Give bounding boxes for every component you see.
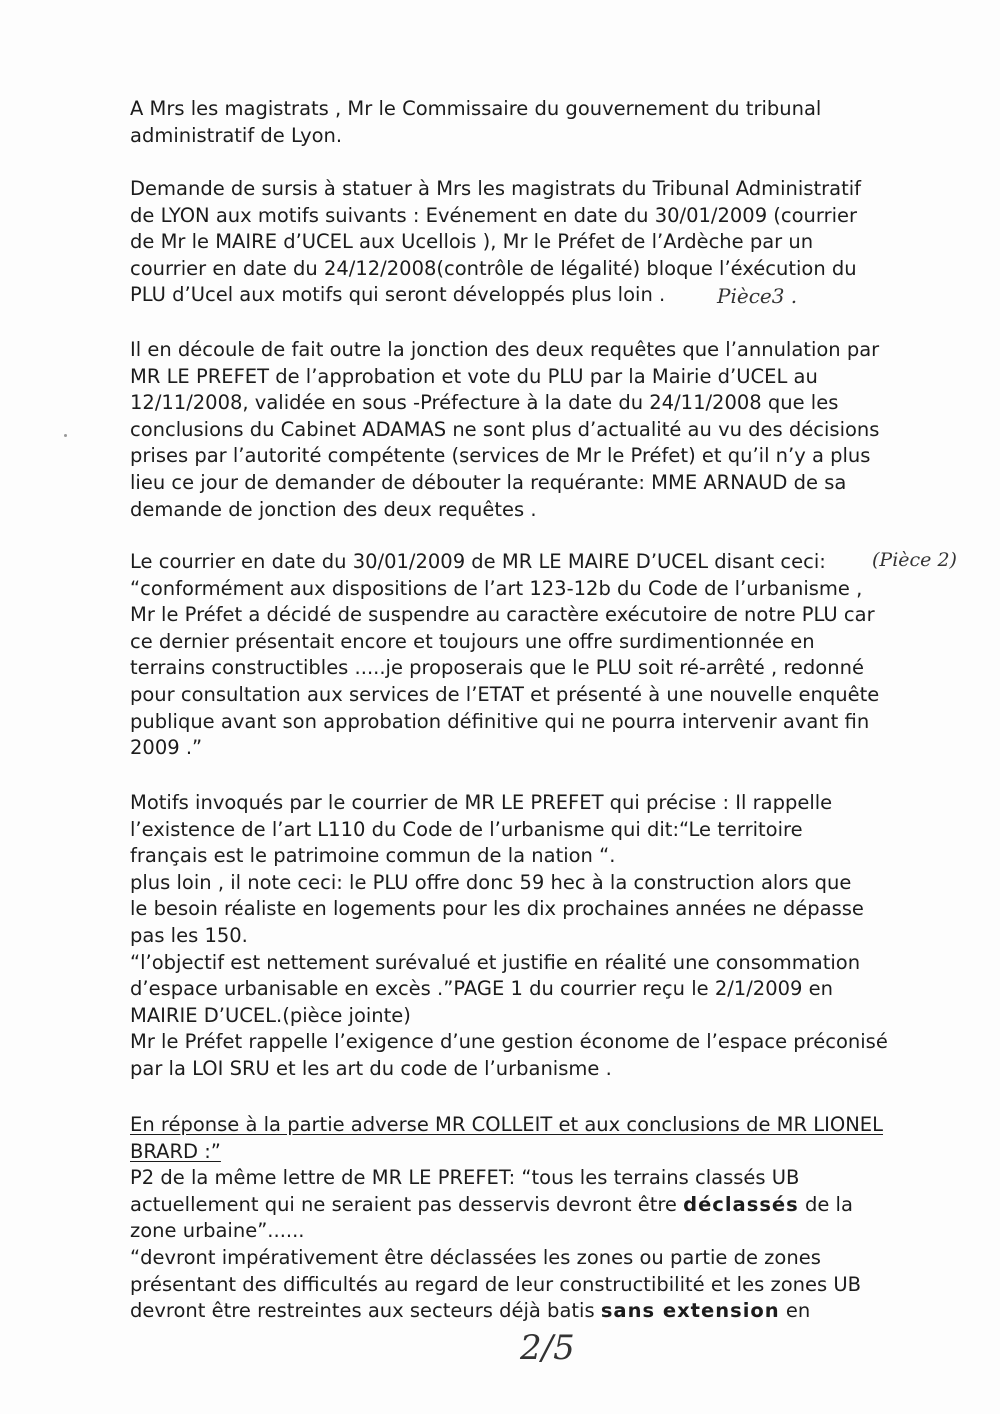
text-fragment: actuellement qui ne seraient pas desservis devront être (130, 1192, 684, 1216)
text-fragment: de la (798, 1192, 853, 1216)
text-line: zone urbaine”...... (130, 1219, 305, 1243)
text-line: d’espace urbanisable en excès .”PAGE 1 du courrier reçu le 2/1/2009 en (130, 977, 833, 1001)
text-line: conclusions du Cabinet ADAMAS ne sont plus d’actualité au vu des décisions (130, 417, 880, 441)
text-line (130, 1298, 930, 1325)
text-line: par la LOI SRU et les art du code de l’urbanisme . (130, 1056, 612, 1080)
text-line: l’existence de l’art L110 du Code de l’urbanisme qui dit:“Le territoire (130, 817, 803, 841)
text-line: Motifs invoqués par le courrier de MR LE PREFET qui précise : Il rappelle (130, 791, 833, 814)
handwritten-piece3-note: Pièce3 . (717, 284, 798, 308)
handwritten-page-number: 2/5 (520, 1328, 575, 1368)
text-line: Le courrier en date du 30/01/2009 de MR LE MAIRE D’UCEL disant ceci: (130, 550, 826, 573)
text-line: français est le patrimoine commun de la nation “. (130, 844, 616, 868)
text-line: courrier en date du 24/12/2008(contrôle de légalité) bloque l’éxécution du (130, 256, 857, 280)
emphasized-word: sans extension (600, 1299, 780, 1323)
text-line: pour consultation aux services de l’ETAT et présenté à une nouvelle enquête (130, 682, 880, 706)
text-line: Demande de sursis à statuer à Mrs les magistrats du Tribunal Administratif (130, 177, 862, 200)
text-line: demande de jonction des deux requêtes . (130, 497, 537, 521)
text-line: publique avant son approbation définitive qui ne pourra intervenir avant fin (130, 709, 870, 733)
response-heading-line: En réponse à la partie adverse MR COLLEIT et aux conclusions de MR LIONEL (130, 1113, 883, 1136)
text-line: Mr le Préfet rappelle l’exigence d’une gestion économe de l’espace préconisé (130, 1030, 888, 1054)
text-line: lieu ce jour de demander de débouter la requérante: MME ARNAUD de sa (130, 470, 847, 494)
text-line: présentant des difficultés au regard de leur constructibilité et les zones UB (130, 1272, 861, 1296)
mayor-letter-paragraph (130, 549, 930, 762)
text-line: ce dernier présentait encore et toujours une offre surdimentionnée en (130, 629, 815, 653)
text-line: A Mrs les magistrats , Mr le Commissaire du gouvernement du tribunal (130, 97, 822, 120)
text-line: 2009 .” (130, 736, 203, 760)
text-line: administratif de Lyon. (130, 123, 343, 147)
text-line: prises par l’autorité compétente (services de Mr le Préfet) et qu’il n’y a plus (130, 444, 871, 468)
text-line: de LYON aux motifs suivants : Evénement en date du 30/01/2009 (courrier (130, 203, 858, 227)
response-section (130, 1112, 930, 1325)
text-line: 12/11/2008, validée en sous -Préfecture à la date du 24/11/2008 que les (130, 391, 839, 415)
text-line: Mr le Préfet a décidé de suspendre au caractère exécutoire de notre PLU car (130, 603, 875, 627)
text-line: de Mr le MAIRE d’UCEL aux Ucellois ), Mr le Préfet de l’Ardèche par un (130, 230, 814, 254)
text-line: Il en découle de fait outre la jonction des deux requêtes que l’annulation par (130, 338, 880, 361)
response-heading-line: BRARD :” (130, 1139, 221, 1163)
scan-speck (64, 434, 67, 437)
handwritten-piece2-note: (Pièce 2) (872, 549, 957, 571)
text-line: “devront impérativement être déclassées les zones ou partie de zones (130, 1245, 821, 1269)
emphasized-word: déclassés (683, 1192, 799, 1216)
text-line: plus loin , il note ceci: le PLU offre donc 59 hec à la construction alors que (130, 870, 852, 894)
text-line: “l’objectif est nettement surévalué et justifie en réalité une consommation (130, 950, 861, 974)
addressee-paragraph (130, 96, 930, 149)
text-fragment: devront être restreintes aux secteurs déjà batis (130, 1299, 601, 1323)
text-line: “conformément aux dispositions de l’art 123-12b du Code de l’urbanisme , (130, 576, 863, 600)
text-line: P2 de la même lettre de MR LE PREFET: “tous les terrains classés UB (130, 1166, 800, 1190)
text-line: pas les 150. (130, 923, 248, 947)
text-line: PLU d’Ucel aux motifs qui seront développés plus loin . (130, 283, 666, 307)
request-paragraph (130, 176, 930, 309)
text-line: terrains constructibles .....je proposerais que le PLU soit ré-arrêté , redonné (130, 656, 864, 680)
prefect-motives-paragraph (130, 790, 930, 1083)
text-line: MR LE PREFET de l’approbation et vote du PLU par la Mairie d’UCEL au (130, 364, 818, 388)
text-line: MAIRIE D’UCEL.(pièce jointe) (130, 1003, 411, 1027)
consequence-paragraph (130, 337, 930, 523)
text-line: le besoin réaliste en logements pour les dix prochaines années ne dépasse (130, 897, 864, 921)
text-line (130, 1192, 930, 1219)
text-fragment: en (779, 1299, 811, 1323)
